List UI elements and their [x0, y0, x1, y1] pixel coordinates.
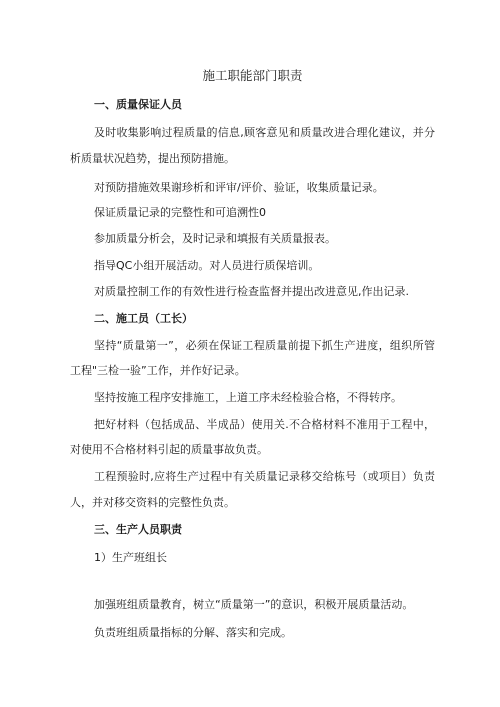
paragraph-line: 坚持“质量第一”，必须在保证工程质量前提下抓生产进度，组织所管 — [94, 339, 435, 352]
paragraph-line: 工程预验时,应将生产过程中有关质量记录移交给栋号（或项目）负责 — [94, 470, 435, 483]
paragraph-line: 析质量状况趋势，提出预防措施。 — [70, 152, 235, 165]
paragraph-line: 参加质量分析会，及时记录和填报有关质量报表。 — [94, 232, 336, 245]
paragraph-line: 对预防措施效果谢珍析和评审/评价、验证，收集质量记录。 — [94, 181, 384, 194]
document-title: 施工职能部门职责 — [202, 68, 303, 83]
paragraph-line: 坚持按施工程序安排施工，上道工序未经检验合格，不得转序。 — [94, 391, 402, 404]
paragraph-line: 工程"三检一验”工作，并作好记录。 — [70, 364, 246, 377]
section-heading-3: 三、生产人员职责 — [94, 523, 182, 536]
paragraph-line: 人，并对移交资料的完整性负责。 — [70, 496, 235, 509]
paragraph-line: 保证质量记录的完整性和可追溯性0 — [94, 206, 266, 219]
paragraph-line: 指导QC小组开展活动。对人员进行质保培训。 — [94, 259, 320, 272]
paragraph-line: 对使用不合格材料引起的质量事故负责。 — [70, 443, 268, 456]
paragraph-line: 加强班组质量教育，树立“质量第一”的意识，积极开展质量活动。 — [94, 598, 414, 611]
subsection-heading: 1）生产班组长 — [94, 551, 167, 564]
paragraph-line: 对质量控制工作的有效性进行检查监督并提出改进意见,作出记录. — [94, 285, 409, 298]
section-heading-1: 一、质量保证人员 — [94, 98, 182, 111]
section-heading-2: 二、施工员（工长） — [94, 312, 193, 325]
paragraph-line: 负责班组质量指标的分解、落实和完成。 — [94, 626, 292, 639]
paragraph-line: 及时收集影响过程质量的信息,顾客意见和质量改进合理化建议，并分 — [94, 126, 435, 139]
paragraph-line: 把好材料（包括成品、半成品）使用关.不合格材料不准用于工程中， — [94, 418, 435, 431]
